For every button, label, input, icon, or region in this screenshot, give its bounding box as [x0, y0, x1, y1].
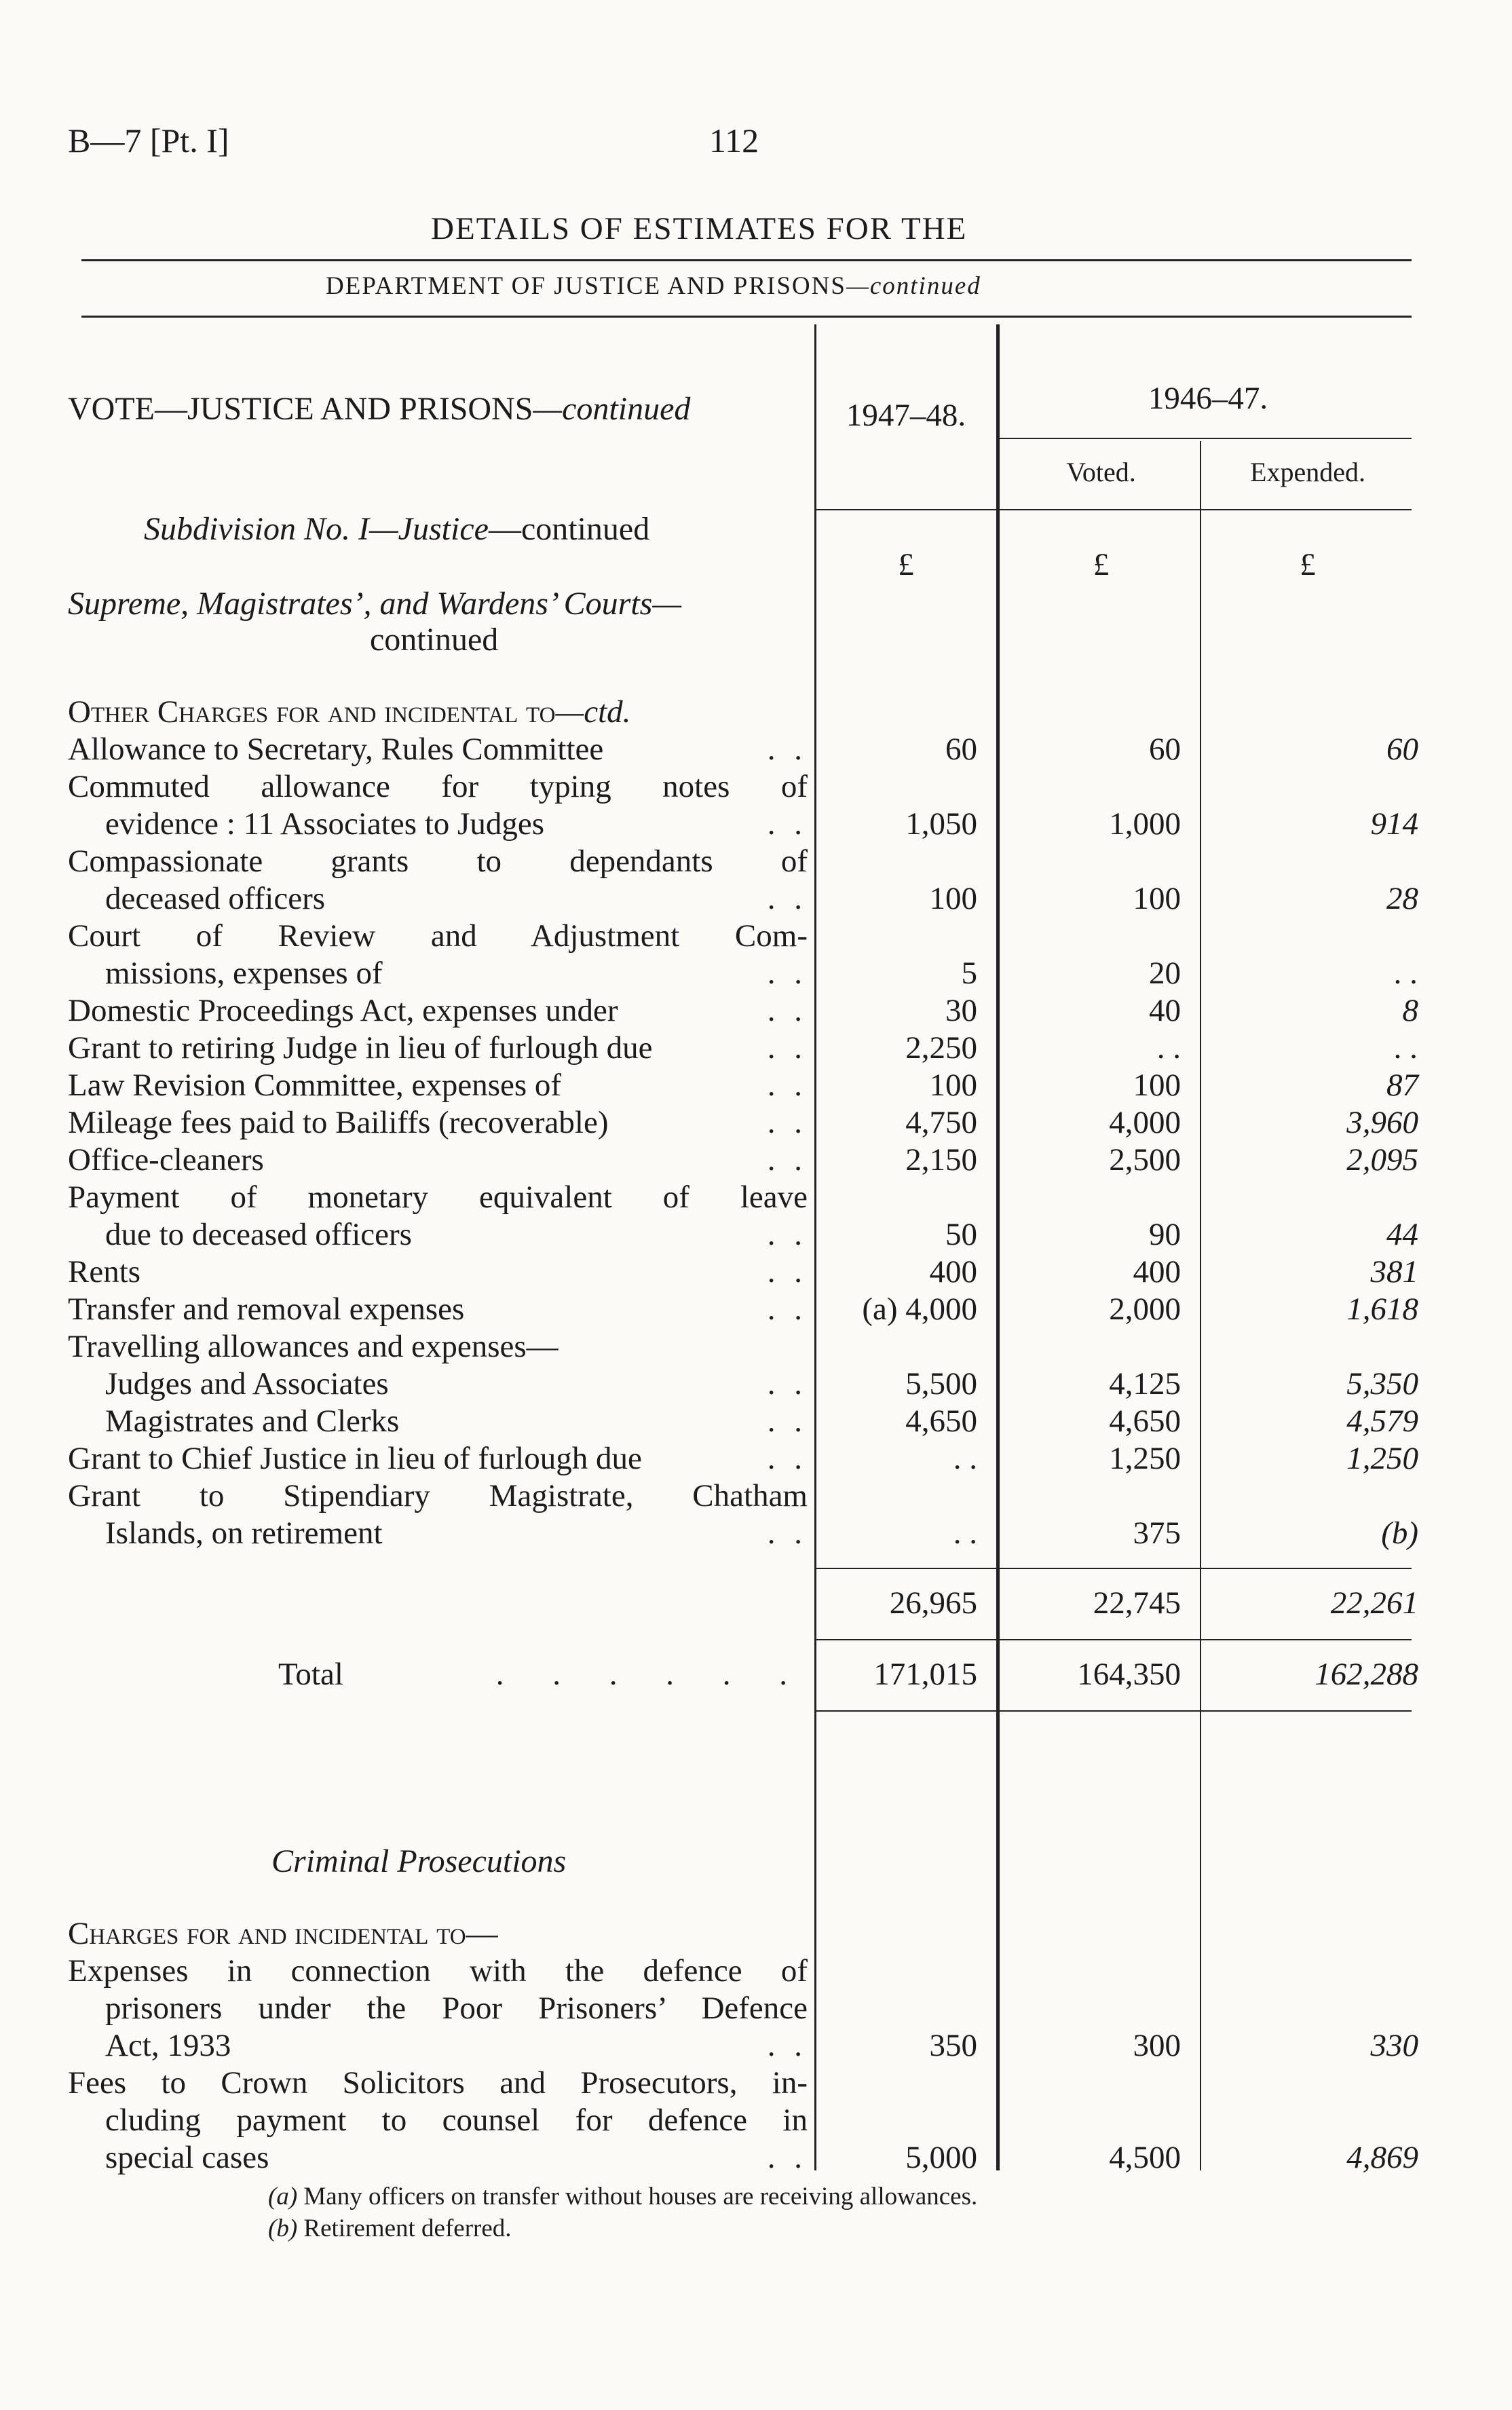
item-row-expended: 3,960	[1346, 1105, 1418, 1140]
item-row-expended: 8	[1402, 993, 1418, 1028]
item-row-v1947: 1,050	[905, 806, 977, 842]
other-charges-heading: Other Charges for and incidental to—ctd.	[68, 694, 631, 730]
item-row-leader-dots: . .	[767, 1292, 808, 1327]
column-1946-47: 1946–47.	[1148, 381, 1268, 416]
item-row-label-text: Commuted allowance for typing notes of	[68, 769, 808, 804]
vote-heading: VOTE—JUSTICE AND PRISONS—continued	[68, 391, 691, 427]
item-row-v1947: 400	[929, 1254, 977, 1289]
item-row-label-line	[68, 1403, 808, 1440]
currency-1947: £	[898, 547, 914, 582]
item-row-voted: . .	[1156, 1030, 1181, 1066]
item-row-v1947: 5	[961, 956, 977, 991]
subtotal-expended: 22,261	[1330, 1585, 1418, 1621]
item-row-leader-dots: . .	[767, 1404, 808, 1439]
criminal-row-label-text: Act, 1933	[105, 2028, 231, 2063]
criminal-row-leader-dots: . .	[767, 2140, 808, 2175]
item-row-label-line	[68, 1477, 808, 1515]
item-row-label-line	[68, 1030, 808, 1067]
total-bottom-rule	[814, 1710, 1412, 1712]
item-row-label-text: Grant to Stipendiary Magistrate, Chatham	[68, 1478, 808, 1513]
item-row-expended: 914	[1370, 806, 1418, 842]
document-reference: B—7 [Pt. I]	[68, 121, 229, 159]
item-row-label-text: Payment of monetary equivalent of leave	[68, 1180, 808, 1215]
item-row-label-line	[68, 1067, 808, 1104]
item-row-voted: 1,250	[1109, 1441, 1181, 1476]
item-row-label-text: deceased officers	[105, 881, 326, 916]
page-number: 112	[709, 121, 759, 159]
total-dots: . . . . . .	[495, 1657, 808, 1692]
item-row-voted: 1,000	[1109, 806, 1181, 842]
subtotal-voted: 22,745	[1093, 1585, 1181, 1621]
courts-heading: Supreme, Magistrates’, and Wardens’ Courts—	[68, 586, 682, 622]
item-row-label-text: Magistrates and Clerks	[105, 1404, 400, 1439]
item-row-expended: 28	[1386, 881, 1418, 916]
criminal-prosecutions-heading: Criminal Prosecutions	[271, 1843, 567, 1879]
item-row-label-line	[68, 1440, 808, 1477]
item-row-label-text: Mileage fees paid to Bailiffs (recoverable)	[68, 1105, 609, 1140]
item-row-label-text: Court of Review and Adjustment Com-	[68, 918, 808, 954]
item-row-v1947: 5,500	[905, 1366, 977, 1401]
footnote-a: (a) Many officers on transfer without houses are receiving allowances.	[268, 2183, 978, 2210]
column-1947-48: 1947–48.	[846, 398, 966, 433]
item-row-label-text: Compassionate grants to dependants of	[68, 844, 808, 879]
item-row-leader-dots: . .	[767, 732, 808, 767]
subtotal-rule	[814, 1568, 1412, 1569]
item-row-voted: 60	[1149, 732, 1181, 767]
item-row-v1947: 50	[945, 1217, 977, 1252]
item-row-expended: 5,350	[1346, 1366, 1418, 1401]
item-row-expended: 1,618	[1346, 1292, 1418, 1327]
item-row-leader-dots: . .	[767, 1217, 808, 1252]
item-row-leader-dots: . .	[767, 1068, 808, 1103]
item-row-leader-dots: . .	[767, 881, 808, 916]
item-row-leader-dots: . .	[767, 1366, 808, 1401]
total-row	[68, 1656, 808, 1693]
total-top-rule	[814, 1639, 1412, 1640]
total-expended: 162,288	[1315, 1657, 1418, 1692]
item-row-v1947: 60	[945, 732, 977, 767]
currency-voted: £	[1093, 547, 1110, 582]
item-row-v1947: 30	[945, 993, 977, 1028]
item-row-voted: 20	[1149, 956, 1181, 991]
item-row-label-text: Domestic Proceedings Act, expenses under	[68, 993, 618, 1028]
title-rule	[81, 259, 1412, 261]
criminal-row-label-text: cluding payment to counsel for defence in	[105, 2103, 808, 2138]
item-row-voted: 4,125	[1109, 1366, 1181, 1401]
currency-expended: £	[1300, 547, 1316, 582]
item-row-v1947: . .	[953, 1441, 977, 1476]
item-row-leader-dots: . .	[767, 1030, 808, 1066]
criminal-row-label-line	[68, 2065, 808, 2102]
item-row-expended: . .	[1394, 1030, 1418, 1066]
item-row-expended: 44	[1386, 1217, 1418, 1252]
item-row-label-line	[68, 843, 808, 880]
item-row-v1947: 4,750	[905, 1105, 977, 1140]
footnote-b: (b) Retirement deferred.	[268, 2215, 512, 2242]
subdivision-heading: Subdivision No. I—Justice—continued	[144, 511, 650, 547]
criminal-charges-heading: Charges for and incidental to—	[68, 1916, 498, 1951]
criminal-row-label-line	[68, 2102, 808, 2139]
item-row-label-text: Office-cleaners	[68, 1142, 264, 1178]
item-row-label-line	[68, 1366, 808, 1403]
item-row-expended: 60	[1386, 732, 1418, 767]
item-row-label-line	[68, 1142, 808, 1179]
item-row-expended: (b)	[1381, 1515, 1418, 1551]
item-row-v1947: (a) 4,000	[862, 1292, 977, 1327]
item-row-label-line	[68, 955, 808, 992]
criminal-row-expended: 4,869	[1346, 2140, 1418, 2175]
item-row-label-text: Allowance to Secretary, Rules Committee	[68, 732, 604, 767]
item-row-expended: 381	[1370, 1254, 1418, 1289]
item-row-voted: 2,000	[1109, 1292, 1181, 1327]
criminal-row-voted: 4,500	[1109, 2140, 1181, 2175]
item-row-v1947: 2,150	[905, 1142, 977, 1178]
column-header-rule	[814, 509, 1412, 510]
item-row-label-line	[68, 918, 808, 955]
criminal-row-label-text: Fees to Crown Solicitors and Prosecutors, in-	[68, 2065, 808, 2101]
criminal-row-label-text: prisoners under the Poor Prisoners’ Defence	[105, 1991, 808, 2026]
item-row-voted: 90	[1149, 1217, 1181, 1252]
item-row-v1947: 2,250	[905, 1030, 977, 1066]
criminal-row-label-line	[68, 2139, 808, 2177]
total-voted: 164,350	[1077, 1657, 1181, 1692]
criminal-row-v1947: 5,000	[905, 2140, 977, 2175]
item-row-label-text: due to deceased officers	[105, 1217, 412, 1252]
column-rule-mid	[996, 324, 1000, 2170]
item-row-label-line	[68, 1515, 808, 1552]
subtitle-rule	[81, 316, 1412, 318]
item-row-expended: 87	[1386, 1068, 1418, 1103]
item-row-v1947: 100	[929, 1068, 977, 1103]
item-row-voted: 2,500	[1109, 1142, 1181, 1178]
item-row-label-line	[68, 1104, 808, 1142]
page-title: DETAILS OF ESTIMATES FOR THE	[431, 211, 968, 246]
item-row-label-line	[68, 1291, 808, 1328]
item-row-voted: 100	[1133, 1068, 1181, 1103]
item-row-leader-dots: . .	[767, 1441, 808, 1476]
item-row-label-text: Grant to Chief Justice in lieu of furlough due	[68, 1441, 642, 1476]
item-row-label-line	[68, 1179, 808, 1216]
item-row-expended: 1,250	[1346, 1441, 1418, 1476]
item-row-label-text: Transfer and removal expenses	[68, 1292, 465, 1327]
item-row-leader-dots: . .	[767, 1515, 808, 1551]
subtotal-1947: 26,965	[889, 1585, 977, 1621]
item-row-label-line	[68, 806, 808, 843]
item-row-label-text: Judges and Associates	[105, 1366, 389, 1401]
item-row-expended: 2,095	[1346, 1142, 1418, 1178]
item-row-leader-dots: . .	[767, 1105, 808, 1140]
item-row-label-line	[68, 880, 808, 918]
criminal-row-label-text: Expenses in connection with the defence of	[68, 1953, 808, 1989]
item-row-voted: 400	[1133, 1254, 1181, 1289]
item-row-v1947: 100	[929, 881, 977, 916]
criminal-row-label-line	[68, 1990, 808, 2027]
item-row-v1947: . .	[953, 1515, 977, 1551]
item-row-label-line	[68, 1216, 808, 1254]
column-rule-right	[1200, 441, 1201, 2170]
department-subtitle: DEPARTMENT OF JUSTICE AND PRISONS—continued	[326, 272, 981, 300]
total-1947: 171,015	[873, 1657, 977, 1692]
courts-heading-continued: continued	[370, 622, 499, 658]
item-row-voted: 4,000	[1109, 1105, 1181, 1140]
item-row-label-line	[68, 768, 808, 806]
item-row-leader-dots: . .	[767, 956, 808, 991]
criminal-row-leader-dots: . .	[767, 2028, 808, 2063]
item-row-leader-dots: . .	[767, 1142, 808, 1178]
item-row-label-text: evidence : 11 Associates to Judges	[105, 806, 544, 842]
criminal-row-label-line	[68, 2027, 808, 2065]
item-row-label-line	[68, 992, 808, 1030]
item-row-leader-dots: . .	[767, 806, 808, 842]
item-row-label-line	[68, 1328, 808, 1366]
item-row-label-line	[68, 731, 808, 768]
item-row-v1947: 4,650	[905, 1404, 977, 1439]
year-header-rule	[998, 438, 1412, 439]
item-row-expended: . .	[1394, 956, 1418, 991]
item-row-label-text: Rents	[68, 1254, 141, 1289]
criminal-row-expended: 330	[1370, 2028, 1418, 2063]
item-row-voted: 40	[1149, 993, 1181, 1028]
criminal-row-label-line	[68, 1953, 808, 1990]
item-row-label-text: Law Revision Committee, expenses of	[68, 1068, 562, 1103]
item-row-voted: 100	[1133, 881, 1181, 916]
item-row-voted: 375	[1133, 1515, 1181, 1551]
item-row-leader-dots: . .	[767, 993, 808, 1028]
criminal-row-v1947: 350	[929, 2028, 977, 2063]
column-expended: Expended.	[1250, 457, 1365, 487]
column-voted: Voted.	[1066, 457, 1136, 487]
item-row-label-text: Islands, on retirement	[105, 1515, 383, 1551]
total-label: Total	[278, 1657, 343, 1692]
item-row-label-text: Grant to retiring Judge in lieu of furlough due	[68, 1030, 653, 1066]
criminal-row-voted: 300	[1133, 2028, 1181, 2063]
criminal-row-label-text: special cases	[105, 2140, 269, 2175]
item-row-voted: 4,650	[1109, 1404, 1181, 1439]
item-row-label-text: missions, expenses of	[105, 956, 383, 991]
item-row-label-line	[68, 1254, 808, 1291]
item-row-label-text: Travelling allowances and expenses—	[68, 1329, 559, 1364]
item-row-expended: 4,579	[1346, 1404, 1418, 1439]
item-row-leader-dots: . .	[767, 1254, 808, 1289]
